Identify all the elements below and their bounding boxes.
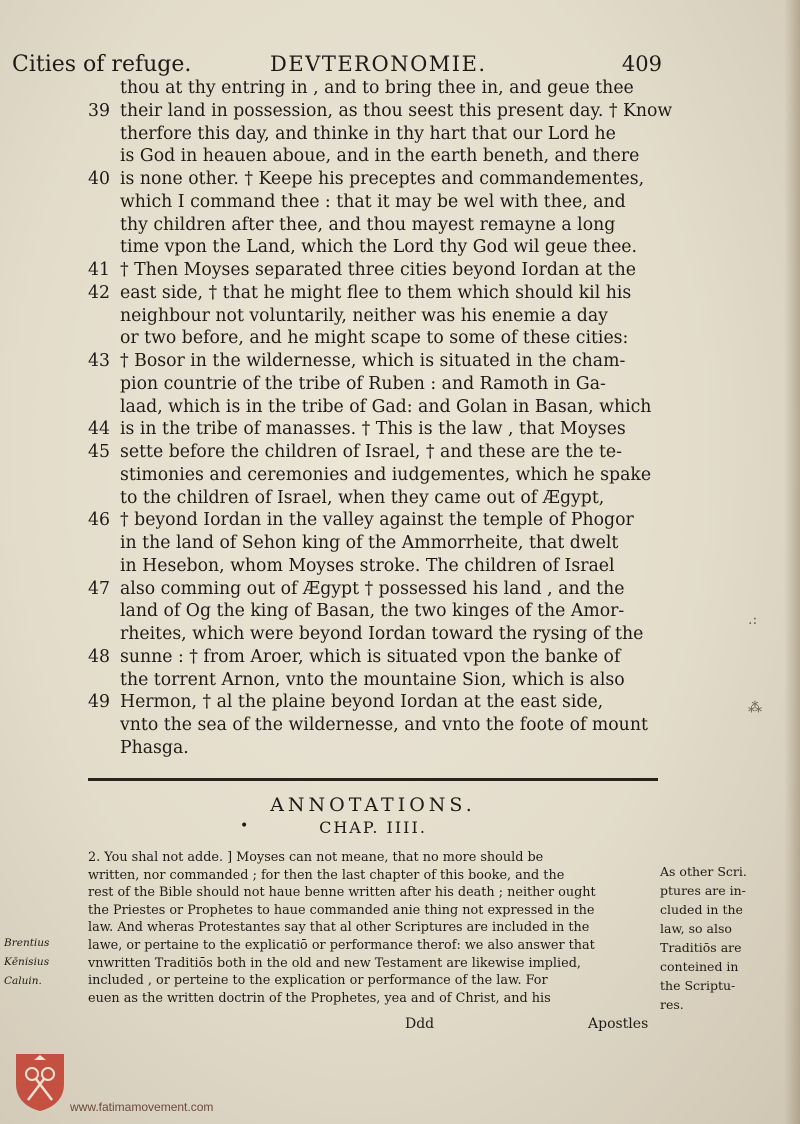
margin-note-line: res. (660, 997, 684, 1012)
verse-text: thou at thy entring in , and to bring thee in, and geue thee (120, 78, 634, 98)
verse-line (88, 351, 658, 374)
verse-line (88, 283, 658, 306)
annotation-line: included , or perteine to the explication or performance of the law. For (88, 973, 548, 989)
verse-line (88, 237, 658, 260)
chapter-heading: CHAP. IIII. (319, 818, 427, 837)
ink-smudge: .: (748, 612, 758, 628)
verse-line (88, 146, 658, 169)
verse-line (88, 647, 658, 670)
verse-line (88, 442, 658, 465)
verse-text: rheites, which were beyond Iordan toward the rysing of the (120, 624, 644, 644)
verse-text: which I command thee : that it may be wel with thee, and (120, 191, 626, 212)
annotation-line: the Priestes or Prophetes to haue commanded anie thing not expressed in the (88, 902, 595, 918)
verse-text: or two before, and he might scape to some of these cities: (120, 328, 629, 349)
verse-text: in Hesebon, whom Moyses stroke. The children of Israel (120, 555, 615, 576)
verse-text: time vpon the Land, which the Lord thy God wil geue thee. (120, 237, 638, 258)
verse-line (88, 328, 658, 351)
margin-reference: Kēnisius (4, 956, 50, 968)
verse-text: east side, † that he might flee to them which should kil his (120, 282, 632, 303)
verse-line (88, 78, 658, 101)
header-section-title: Cities of refuge. (12, 52, 192, 77)
verse-number: 45 (88, 442, 110, 462)
verse-line (88, 692, 658, 715)
annotation-line: lawe, or pertaine to the explicatiō or performance therof: we also answer that (88, 937, 595, 953)
margin-note-line: the Scriptu- (660, 978, 736, 993)
verse-text: is God in heauen aboue, and in the earth beneth, and there (120, 146, 640, 167)
verse-text: is none other. † Keepe his preceptes and commandementes, (120, 169, 645, 189)
right-margin-note (660, 864, 770, 1016)
verse-line (88, 215, 658, 238)
annotation-line: vnwritten Traditiōs both in the old and new Testament are likewise implied, (88, 955, 581, 971)
scripture-text (88, 78, 673, 761)
page-number: 409 (621, 52, 662, 76)
verse-number: 48 (88, 646, 110, 667)
annotation-text (88, 850, 653, 1008)
left-margin-notes (4, 937, 74, 994)
verse-number: 43 (88, 351, 110, 371)
margin-note-line: As other Scri. (660, 864, 747, 879)
margin-note-line: cluded in the (660, 902, 743, 917)
annotation-line: rest of the Bible should not haue benne written after his death ; neither ought (88, 885, 596, 901)
verse-number: 39 (88, 100, 110, 121)
verse-line (88, 670, 658, 693)
margin-note-line: Traditiōs are (660, 940, 742, 955)
verse-text: Hermon, † al the plaine beyond Iordan at the east side, (120, 692, 604, 713)
papal-keys-seal-icon (12, 1052, 68, 1112)
verse-line (88, 260, 658, 283)
verse-line (88, 715, 658, 738)
header-book-title: DEVTERONOMIE. (270, 52, 487, 76)
verse-text: † Then Moyses separated three cities beyond Iordan at the (120, 260, 636, 280)
verse-number: 44 (88, 419, 110, 440)
margin-reference: Brentius (4, 937, 50, 949)
verse-line (88, 374, 658, 397)
verse-line (88, 624, 658, 647)
verse-number: 41 (88, 260, 110, 280)
verse-line (88, 397, 658, 420)
margin-reference: Caluin. (4, 975, 42, 987)
verse-text: in the land of Sehon king of the Ammorrheite, that dwelt (120, 533, 619, 553)
verse-text: neighbour not voluntarily, neither was his enemie a day (120, 305, 608, 326)
verse-line (88, 556, 658, 579)
margin-note-line: law, so also (660, 921, 732, 936)
ornament-dot: • (240, 818, 249, 834)
verse-text: vnto the sea of the wildernesse, and vnto the foote of mount (120, 715, 648, 735)
verse-text: also comming out of Ægypt † possessed his land , and the (120, 578, 625, 599)
verse-text: sunne : † from Aroer, which is situated vpon the banke of (120, 646, 621, 667)
verse-line (88, 169, 658, 192)
verse-number: 40 (88, 169, 110, 189)
watermark-url[interactable]: www.fatimamovement.com (70, 1100, 214, 1114)
verse-line (88, 488, 658, 511)
verse-line (88, 124, 658, 147)
annotation-line: law. And wheras Protestantes say that al other Scriptures are included in the (88, 920, 590, 936)
section-divider (88, 778, 658, 781)
verse-line (88, 306, 658, 329)
margin-note-line: ptures are in- (660, 883, 746, 898)
verse-number: 49 (88, 692, 110, 713)
verse-text: laad, which is in the tribe of Gad: and Golan in Basan, which (120, 396, 652, 417)
verse-text: thy children after thee, and thou mayest remayne a long (120, 214, 616, 235)
verse-number: 42 (88, 282, 110, 303)
verse-number: 47 (88, 578, 110, 599)
verse-text: the torrent Arnon, vnto the mountaine Sion, which is also (120, 669, 625, 690)
annotation-line: euen as the written doctrin of the Prophetes, yea and of Christ, and his (88, 990, 551, 1006)
verse-text: † beyond Iordan in the valley against the temple of Phogor (120, 510, 634, 531)
verse-line (88, 465, 658, 488)
verse-text: Phasga. (120, 737, 189, 758)
verse-text: † Bosor in the wildernesse, which is situated in the cham- (120, 351, 626, 371)
verse-text: their land in possession, as thou seest this present day. † Know (120, 100, 673, 121)
verse-line (88, 419, 658, 442)
verse-line (88, 533, 658, 556)
verse-text: is in the tribe of manasses. † This is the law , that Moyses (120, 419, 626, 440)
verse-line (88, 738, 658, 761)
catchword: Apostles (588, 1016, 649, 1032)
verse-line (88, 192, 658, 215)
verse-text: to the children of Israel, when they came out of Ægypt, (120, 487, 605, 508)
annotations-heading: ANNOTATIONS. (270, 794, 476, 816)
verse-text: therfore this day, and thinke in thy hart that our Lord he (120, 123, 616, 144)
verse-line (88, 601, 658, 624)
ink-smudge: ⁂ (748, 700, 762, 716)
verse-text: land of Og the king of Basan, the two kinges of the Amor- (120, 601, 625, 622)
verse-text: pion countrie of the tribe of Ruben : and Ramoth in Ga- (120, 373, 606, 394)
verse-number: 46 (88, 510, 110, 531)
verse-line (88, 579, 658, 602)
annotation-line: 2. You shal not adde. ] Moyses can not meane, that no more should be (88, 850, 544, 865)
page-edge-shadow (784, 0, 800, 1124)
verse-text: sette before the children of Israel, † and these are the te- (120, 442, 623, 462)
verse-line (88, 100, 673, 124)
verse-line (88, 510, 658, 533)
verse-text: stimonies and ceremonies and iudgementes, which he spake (120, 464, 652, 485)
margin-note-line: conteined in (660, 959, 739, 974)
annotation-line: written, nor commanded ; for then the last chapter of this booke, and the (88, 867, 565, 883)
signature-mark: Ddd (405, 1016, 435, 1032)
